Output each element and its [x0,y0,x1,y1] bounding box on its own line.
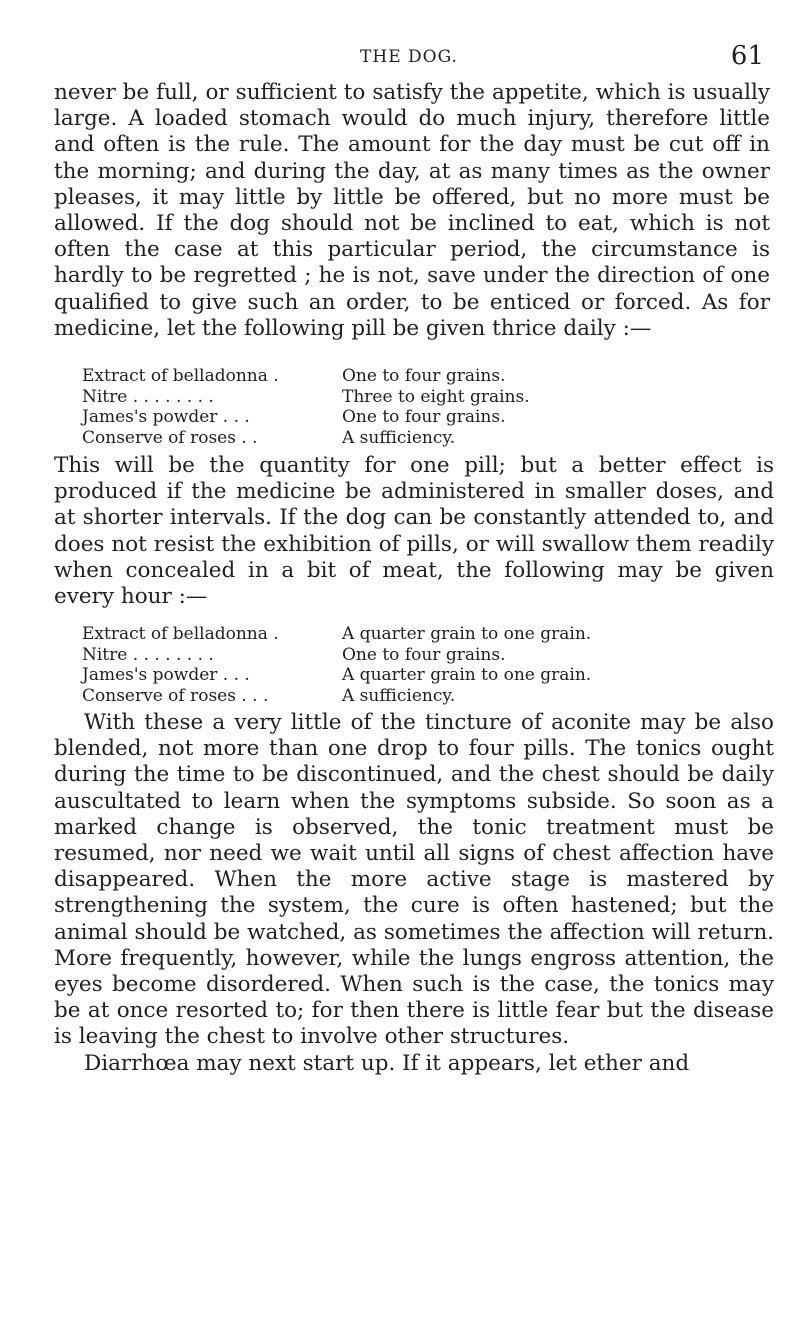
prescription-table-1 [82,366,772,448]
ingredient-dose: A quarter grain to one grain. [342,665,592,686]
ingredient-dose: One to four grains. [342,366,506,386]
ingredient-name: Extract of belladonna . [82,624,279,644]
table-row [82,645,772,666]
ingredient-name: James's powder . . . [82,407,250,428]
running-head: THE DOG. [360,47,458,67]
table-row [82,624,772,645]
table-row [82,407,772,428]
ingredient-dose: A sufficiency. [342,685,456,706]
ingredient-name: Nitre . . . . . . . . [82,644,214,665]
table-row [82,665,772,686]
ingredient-name: Extract of belladonna . [82,366,279,386]
table-row [82,428,772,449]
table-row [82,366,772,387]
paragraph-1: never be full, or sufficient to satisfy the appetite, which is usually large. A loaded stomach would do much injury, therefore little and often is the rule. The amount for the day must be cut off in the morning; and during the day, at as many times as the owner pleases, it may little by little be offered, but no more must be allowed. If the dog should not be inclined to eat, which is not often the case at this particular period, the circumstance is hardly to be regretted ; he is not, save under the direction of one qualified to give such an order, to be enticed or forced. As for medicine, let the following pill be given thrice daily :— [54,80,770,341]
paragraph-3: With these a very little of the tincture of aconite may be also blended, not more than one drop to four pills. The tonics ought during the time to be discontinued, and the chest should be daily auscultated to learn when the symptoms subside. So soon as a marked change is observed, the tonic treatment must be resumed, nor need we wait until all signs of chest affection have disappeared. When the more active stage is mastered by strengthening the system, the cure is often hastened; but the animal should be watched, as sometimes the affection will return. More frequently, however, while the lungs engross attention, the eyes become disordered. When such is the case, the tonics may be at once resorted to; for then there is little fear but the disease is leaving the chest to involve other structures. [54,710,774,1050]
ingredient-name: Nitre . . . . . . . . [82,386,214,407]
paragraph-4: Diarrhœa may next start up. If it appears, let ether and [84,1050,690,1076]
ingredient-name: Conserve of roses . . . [82,685,269,706]
paragraph-2: This will be the quantity for one pill; but a better effect is produced if the medicine be administered in smaller doses, and at shorter intervals. If the dog can be constantly attended to, and does not resist the exhibition of pills, or will swallow them readily when concealed in a bit of meat, the following may be given every hour :— [54,453,774,610]
ingredient-name: James's powder . . . [82,665,250,686]
ingredient-name: Conserve of roses . . [82,427,258,448]
ingredient-dose: One to four grains. [342,644,506,665]
table-row [82,686,772,707]
ingredient-dose: A sufficiency. [342,427,456,448]
closing-text [54,710,774,1077]
page-number: 61 [730,41,764,71]
table-row [82,387,772,408]
prescription-table-2 [82,624,772,706]
ingredient-dose: One to four grains. [342,407,506,428]
page-header [54,41,764,77]
ingredient-dose: A quarter grain to one grain. [342,624,592,644]
ingredient-dose: Three to eight grains. [342,386,530,407]
